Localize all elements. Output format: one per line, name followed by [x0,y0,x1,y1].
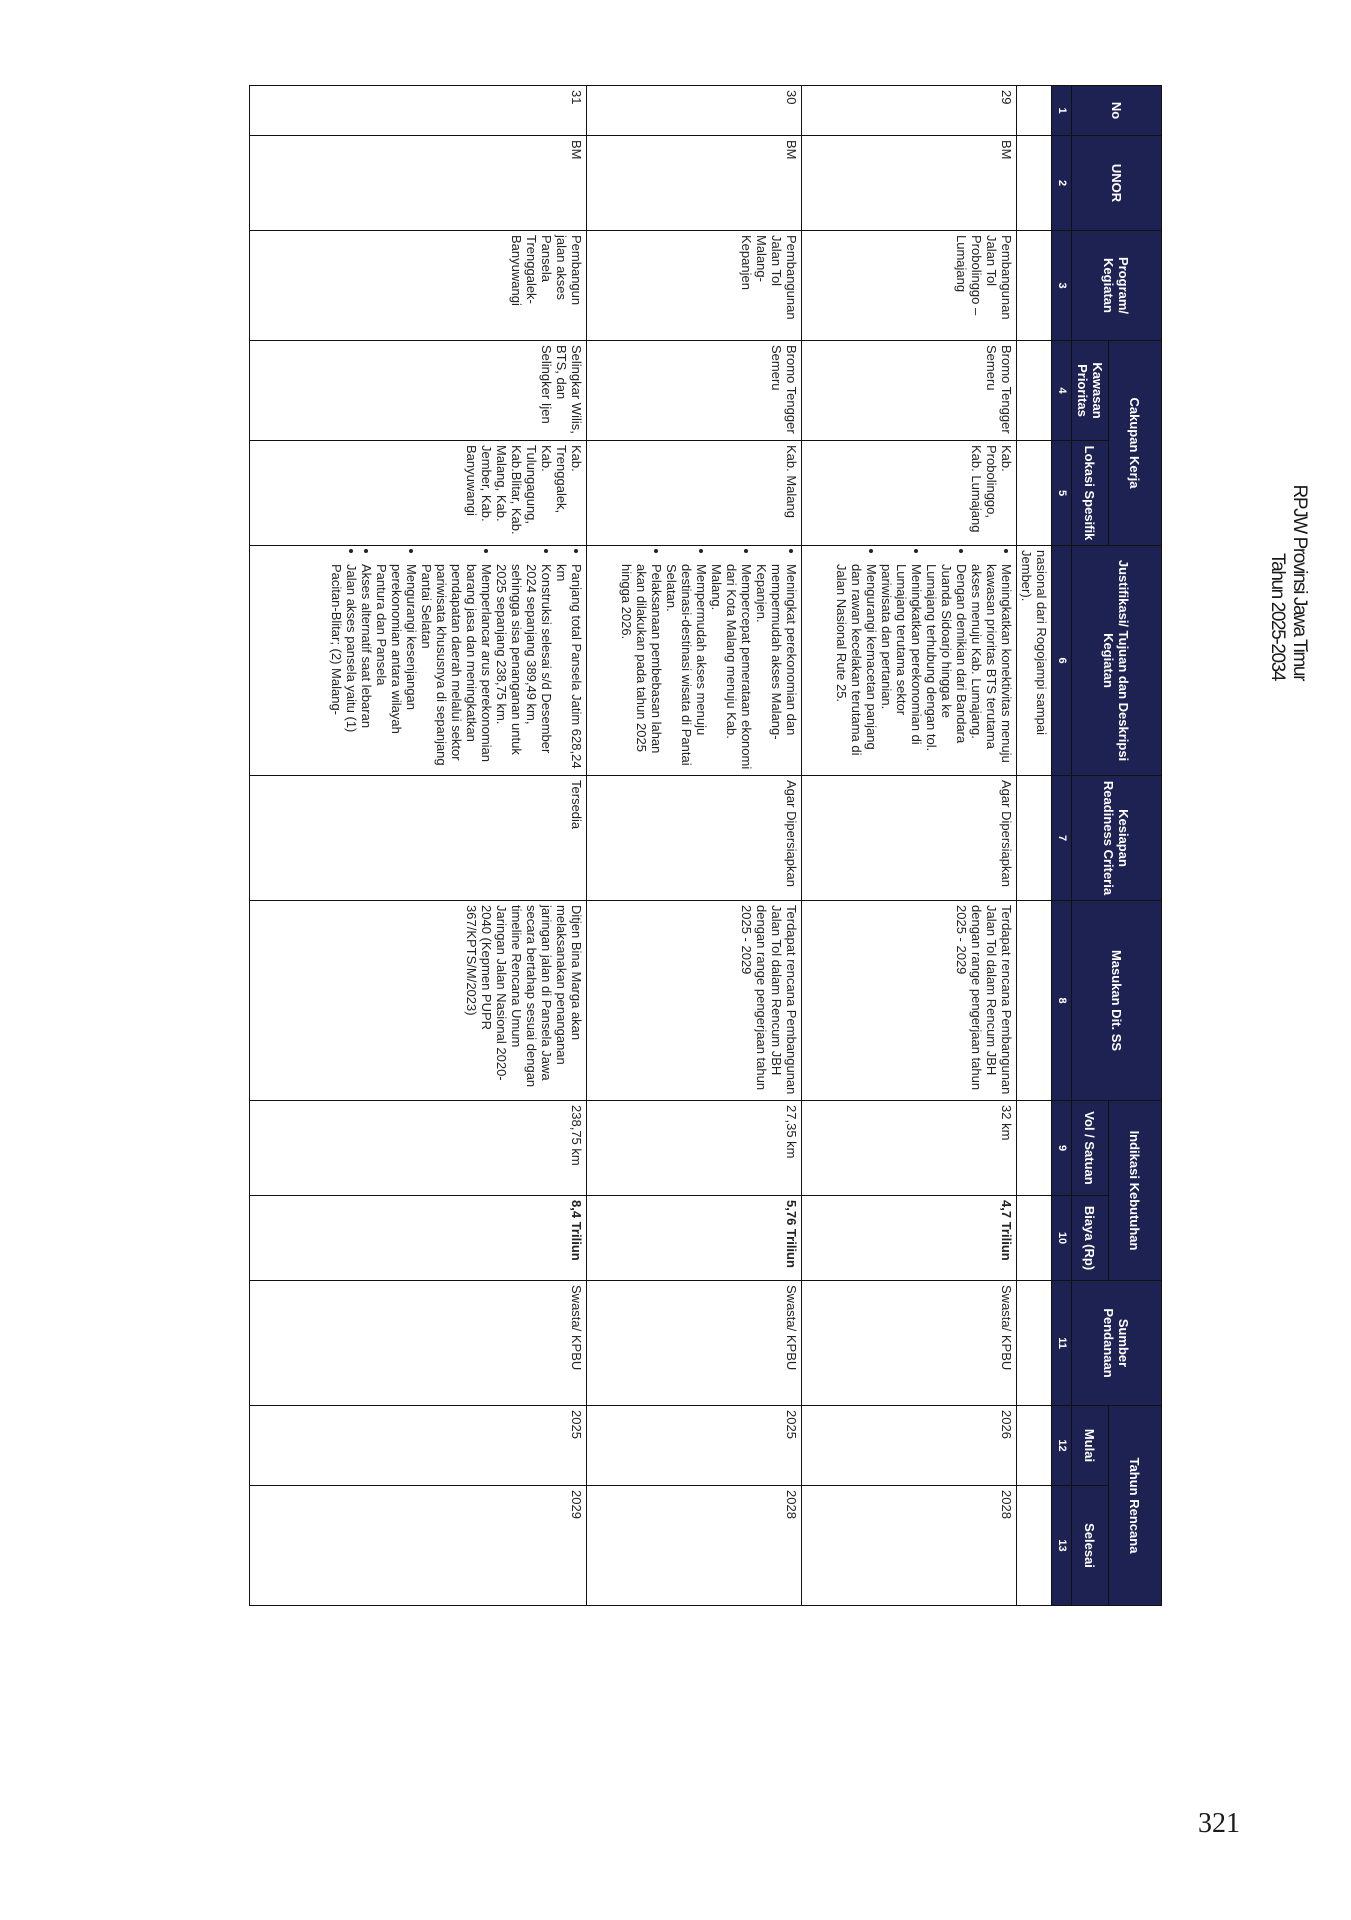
cell-mulai: 2025 [587,1406,802,1486]
col-number-3: 3 [1052,231,1072,341]
cell-mulai: 2025 [250,1406,587,1486]
col-number-7: 7 [1052,776,1072,901]
col-number-4: 4 [1052,341,1072,441]
cell-unor: BM [250,136,587,231]
col-number-10: 10 [1052,1196,1072,1281]
col-header-biaya: Biaya (Rp) [1072,1196,1109,1281]
cell-justifikasi [587,546,802,776]
justifikasi-item: • Memperlancar arus perekonomian barang jasa dan meningkatkan pendapatan daerah melalui sektor pariwisata khususnya di sepanjang Pantai Selatan [419,564,494,771]
cell-justifikasi [250,546,587,776]
col-header-no: No [1072,86,1162,136]
cell-masukan: Ditjen Bina Marga akan melaksanakan penanganan jaringan jalan di Pansela Jawa secara bertahap sesuai dengan timeline Rencana Umum Jaringan Jalan Nasional 2020-2040 (Kepmen PUPR 367/KPTS/M/2023) [250,901,587,1101]
cell-selesai: 2028 [802,1486,1017,1606]
justifikasi-item: • Pelaksanaan pembebasan lahan akan dilakukan pada tahun 2025 hingga 2026. [619,564,664,771]
cell-sumber: Swasta/ KPBU [250,1281,587,1406]
cell-kawasan: Bromo Tengger Semeru [802,341,1017,441]
col-number-12: 12 [1052,1406,1072,1486]
col-number-5: 5 [1052,441,1072,546]
table-row [250,86,587,1606]
col-header-justifikasi: Justifikasi/ Tujuan dan Deskripsi Kegiatan [1072,546,1162,776]
col-header-indikasi: Indikasi Kebutuhan [1109,1101,1162,1281]
cell-kawasan: Selingkar Wilis, BTS, dan Selingker Ijen [250,341,587,441]
cell-vol: 32 km [802,1101,1017,1196]
cell-no: 30 [587,86,802,136]
col-number-9: 9 [1052,1101,1072,1196]
document-header [1200,120,1310,680]
cell-masukan: Terdapat rencana Pembangunan Jalan Tol dalam Rencum JBH dengan range pengerjaan tahun 2025 - 2029 [802,901,1017,1101]
cell-unor: BM [802,136,1017,231]
page-number: 321 [1198,1808,1240,1839]
cell-kesiapan: Agar Dipersiapkan [802,776,1017,901]
justifikasi-item: • Dengan demikian dari Bandara Juanda Sidoarjo hingga ke Lumajang terhubung dengan tol. [924,564,969,771]
col-number-2: 2 [1052,136,1072,231]
col-header-selesai: Selesai [1072,1486,1109,1606]
justifikasi-item: • Meningkat perekonomian dan mempermudah akses Malang-Kepanjen. [754,564,799,771]
cell-lokasi: Kab. Malang [587,441,802,546]
cell-program: Pembangun jalan akses Pansela Trenggalek-Banyuwangi [250,231,587,341]
col-header-sumber: Sumber Pendanaan [1072,1281,1162,1406]
cell-biaya: 8,4 Triliun [250,1196,587,1281]
col-number-6: 6 [1052,546,1072,776]
justifikasi-item: • Mempercepat pemerataan ekonomi dari Kota Malang menuju Kab. Malang. [709,564,754,771]
justifikasi-item: • Meningkatkan perekonomian di Lumajang terutama sektor pariwisata dan pertanian. [879,564,924,771]
cell-no: 29 [802,86,1017,136]
justifikasi-item: • Mengurangi kemacetan panjang dan rawan kecelakan terutama di Jalan Nasional Rute 25. [834,564,879,771]
column-number-row [1052,86,1072,1606]
cell-lokasi: Kab. Probolinggo, Kab. Lumajang [802,441,1017,546]
cell-biaya: 4,7 Triliun [802,1196,1017,1281]
table-row [802,86,1017,1606]
col-header-cakupan: Cakupan Kerja [1109,341,1162,546]
cell-no: 31 [250,86,587,136]
justifikasi-item: • Jalan akses pansela yaitu (1) Pacitan-Blitar; (2) Malang- [329,564,359,771]
justifikasi-item: • Meningkatkan konektivitas menuju kawasan prioritas BTS terutama akses menuju Kab. Lumajang. [969,564,1014,771]
continued-text: nasional dari Rogojampi sampai Jember). [1017,546,1052,776]
cell-sumber: Swasta/ KPBU [587,1281,802,1406]
col-header-program: Program/ Kegiatan [1072,231,1162,341]
cell-selesai: 2029 [250,1486,587,1606]
col-number-13: 13 [1052,1486,1072,1606]
cell-vol: 27,35 km [587,1101,802,1196]
cell-kawasan: Bromo Tengger Semeru [587,341,802,441]
cell-unor: BM [587,136,802,231]
col-number-1: 1 [1052,86,1072,136]
program-table [249,85,1162,1606]
continuation-row [1017,86,1052,1606]
justifikasi-item: • Akses alternatif saat lebaran [359,564,374,771]
cell-selesai: 2028 [587,1486,802,1606]
cell-kesiapan: Agar Dipersiapkan [587,776,802,901]
header-title: RPJW Provinsi Jawa Timur [1289,484,1310,680]
col-header-vol: Vol / Satuan [1072,1101,1109,1196]
col-number-11: 11 [1052,1281,1072,1406]
rotated-table-container [194,85,1162,1605]
col-header-kesiapan: Kesiapan Readiness Criteria [1072,776,1162,901]
cell-kesiapan: Tersedia [250,776,587,901]
col-header-mulai: Mulai [1072,1406,1109,1486]
col-header-lokasi: Lokasi Spesifik [1072,441,1109,546]
cell-lokasi: Kab. Trenggalek, Kab. Tulungagung, Kab.Blitar, Kab. Malang, Kab. Jember, Kab. Banyuwangi [250,441,587,546]
cell-program: Pembangunan Jalan Tol Probolinggo – Lumajang [802,231,1017,341]
cell-program: Pembangunan Jalan Tol Malang-Kepanjen [587,231,802,341]
cell-sumber: Swasta/ KPBU [802,1281,1017,1406]
cell-mulai: 2026 [802,1406,1017,1486]
col-header-masukan: Masukan Dit. SS [1072,901,1162,1101]
table-row [587,86,802,1606]
col-number-8: 8 [1052,901,1072,1101]
col-header-unor: UNOR [1072,136,1162,231]
justifikasi-item: • Konstruksi selesai s/d Desember 2024 sepanjang 389,49 km, sehingga sisa penanganan untuk 2025 sepanjang 238,75 km. [494,564,554,771]
header-period: Tahun 2025-2034 [1267,553,1288,680]
cell-justifikasi [802,546,1017,776]
col-header-kawasan: Kawasan Prioritas [1072,341,1109,441]
cell-masukan: Terdapat rencana Pembangunan Jalan Tol dalam Rencum JBH dengan range pengerjaan tahun 2025 - 2029 [587,901,802,1101]
cell-vol: 238,75 km [250,1101,587,1196]
justifikasi-item: • Mempermudah akses menuju destinasi-destinasi wisata di Pantai Selatan. [664,564,709,771]
justifikasi-item: • Mengurangi kesenjangan perekonomian antara wilayah Pantura dan Pansela [374,564,419,771]
col-header-tahun: Tahun Rencana [1109,1406,1162,1606]
cell-biaya: 5,76 Triliun [587,1196,802,1281]
justifikasi-item: • Panjang total Pansela Jatim 628,24 km [554,564,584,771]
